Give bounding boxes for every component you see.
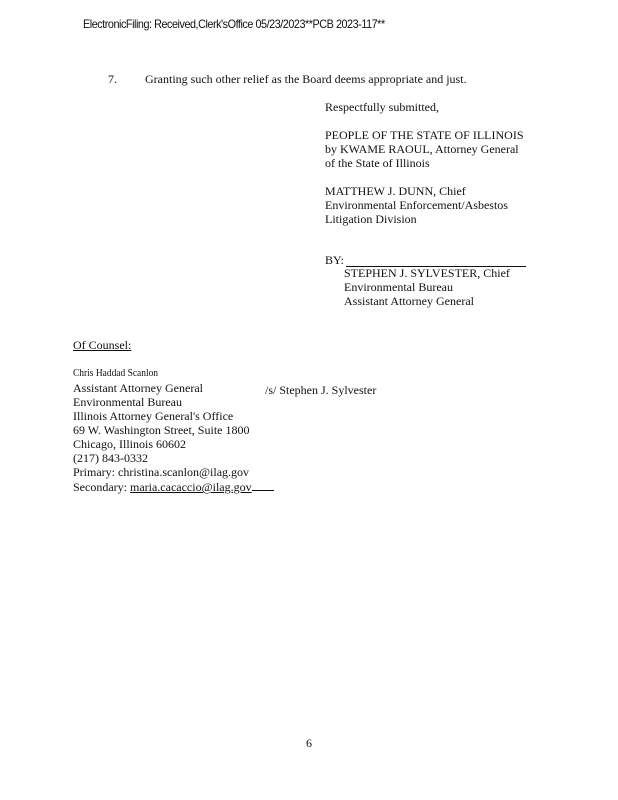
relief-item-text: Granting such other relief as the Board deems appropriate and just. xyxy=(145,72,467,86)
primary-email: Primary: christina.scanlon@ilag.gov xyxy=(73,465,250,479)
chief-line: Litigation Division xyxy=(325,212,417,226)
people-line: of the State of Illinois xyxy=(325,156,430,170)
by-signature-row xyxy=(325,253,526,267)
closing-text: Respectfully submitted, xyxy=(325,100,439,114)
counsel-name: Chris Haddad Scanlon xyxy=(73,368,159,379)
counsel-line: Assistant Attorney General xyxy=(73,381,203,395)
filing-header: ElectronicFiling: Received,Clerk'sOffice 05/23/2023**PCB 2023-117** xyxy=(83,17,385,31)
counsel-block xyxy=(73,365,274,494)
electronic-signature: /s/ Stephen J. Sylvester xyxy=(265,383,377,397)
chief-line: MATTHEW J. DUNN, Chief xyxy=(325,184,466,198)
chief-line: Environmental Enforcement/Asbestos xyxy=(325,198,508,212)
counsel-line: 69 W. Washington Street, Suite 1800 xyxy=(73,423,250,437)
counsel-line: Chicago, Illinois 60602 xyxy=(73,437,186,451)
signer-line: Environmental Bureau xyxy=(344,280,453,294)
counsel-line: Environmental Bureau xyxy=(73,395,182,409)
signer-block xyxy=(344,266,510,308)
signer-line: STEPHEN J. SYLVESTER, Chief xyxy=(344,266,510,280)
of-counsel-heading: Of Counsel: xyxy=(73,338,132,352)
counsel-line: Illinois Attorney General's Office xyxy=(73,409,234,423)
secondary-email-row xyxy=(73,479,274,494)
counsel-line: (217) 843-0332 xyxy=(73,451,148,465)
people-line: PEOPLE OF THE STATE OF ILLINOIS xyxy=(325,128,524,142)
secondary-underline xyxy=(252,479,274,491)
signer-line: Assistant Attorney General xyxy=(344,294,474,308)
secondary-email[interactable]: maria.cacaccio@ilag.gov xyxy=(129,480,252,494)
signature-block xyxy=(325,100,524,240)
by-label: BY: xyxy=(325,253,344,267)
people-of-illinois xyxy=(325,128,524,170)
division-chief xyxy=(325,184,524,226)
relief-item-number: 7. xyxy=(108,72,117,86)
people-line: by KWAME RAOUL, Attorney General xyxy=(325,142,519,156)
secondary-label: Secondary: xyxy=(73,480,130,494)
page-number: 6 xyxy=(306,736,312,750)
